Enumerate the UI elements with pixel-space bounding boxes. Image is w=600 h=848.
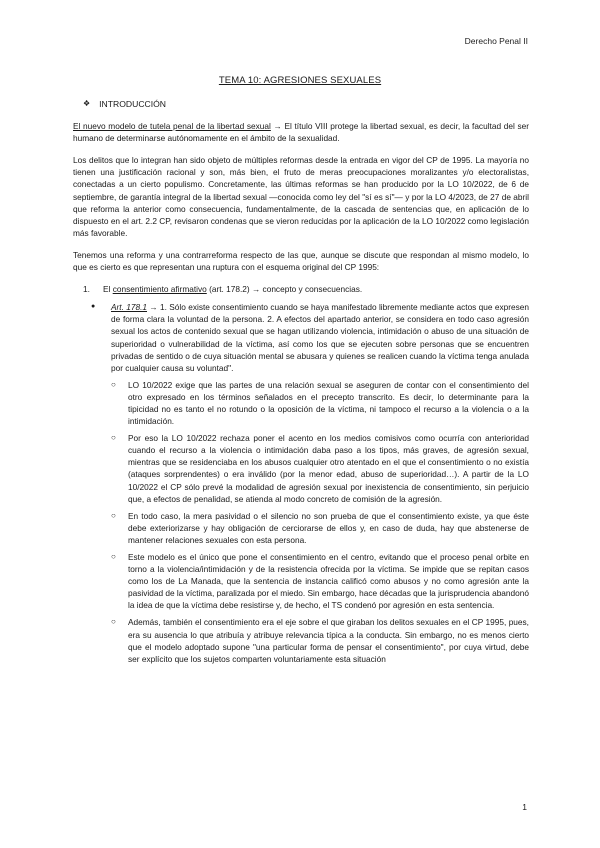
sub-item-text: En todo caso, la mera pasividad o el silencio no son prueba de que el consentimiento existe, ya que éste debe exteriorizarse y hay obligación de cerciorarse de ellos y, en caso de duda, hay que abstenerse de mantener relaciones sexuales con esta persona. [128,510,529,545]
sub-item-text: LO 10/2022 exige que las partes de una relación sexual se aseguren de contar con el consentimiento del otro expresado en los términos señalados en el precepto transcrito. Es decir, lo determinante para la tipicidad no es tanto el no rotundo o la oposición de la víctima, ni tampoco el recurso a la violencia o a la intimidación. [128,379,529,427]
sub-item-text: Por eso la LO 10/2022 rechaza poner el acento en los medios comisivos como ocurría con anterioridad cuando el recurso a la violencia o intimidación daba paso a los tipos, más graves, de agresión sexual, mientras que se residenciaba en los abusos cualquier otro atentado en el que el consentimiento o no existía (ataques sorprendentes) o era inválido (por la menor edad, abuso de superioridad…). A partir de la LO 10/2022 el CP sólo prevé la modalidad de agresión sexual por inexistencia de consentimiento, sin perjuicio que, a efectos de penalidad, se atienda al modo concreto de comisión de la agresión. [128,433,529,504]
article-reference: Art. 178.1 [111,302,148,313]
page-title: TEMA 10: AGRESIONES SEXUALES [218,75,382,86]
sub-item-text: Este modelo es el único que pone el consentimiento en el centro, evitando que el proceso penal orbite en torno a la violencia/intimidación y de la resistencia ofrecida por la víctima. Se impide que se repitan casos como los de La Manada, que la sentencia de instancia calificó como abusos y no como agresión ante la pasividad de la víctima, paralizada por el miedo. Sin embargo, hace décadas que la jurisprudencia abandonó la idea de que la víctima debe resistirse y, de hecho, el TS condenó por agresión en esta sentencia. [128,552,529,611]
sub-item [111,510,529,546]
item-number: 1. [83,284,90,295]
diamond-bullet-icon: ❖ [83,99,91,108]
bullet-item-art-178 [91,301,529,374]
numbered-item-1 [83,283,529,295]
intro-paragraph [73,120,529,144]
sub-item [111,432,529,505]
hollow-bullet-icon: ○ [111,617,116,627]
sub-item [111,616,529,664]
item-text-underlined: consentimiento afirmativo [112,284,207,295]
intro-lead-underlined: El nuevo modelo de tutela penal de la libertad sexual [73,121,271,132]
section-heading [83,98,529,110]
article-text: → 1. Sólo existe consentimiento cuando se haya manifestado libremente mediante actos que expresen de forma clara la voluntad de la persona. 2. A efectos del apartado anterior, se considera en todo caso agresión sexual los actos de contenido sexual que se hagan utilizando violencia, intimidación o abuso de una situación de superioridad o vulnerabilidad de la víctima, así como los que se ejecuten sobre personas que se encuentren privadas de sentido o de cuya situación mental se abusara y quienes se realicen cuando la víctima tenga anulada por cualquier causa su voluntad". [111,302,529,373]
bullet-text [111,301,529,374]
hollow-bullet-icon: ○ [111,552,116,561]
section-heading-text: INTRODUCCIÓN [99,99,167,109]
sub-item-text: Además, también el consentimiento era el eje sobre el que giraban los delitos sexuales en el CP 1995, pues, era su ausencia lo que atribuía y atribuye relevancia típica a la conducta. Sin embargo, no es menos cierto que el modelo adoptado supone "una particular forma de pensar el consentimiento", por cuya virtud, debe ser explícito que los sujetos comparten voluntariamente esta situación [128,617,529,664]
item-text-post: (art. 178.2) → concepto y consecuencias. [206,284,363,295]
item-text-pre: El [103,284,113,295]
hollow-bullet-icon: ○ [111,433,116,443]
hollow-bullet-icon: ○ [111,510,116,520]
page-number: 1 [522,802,527,812]
hollow-bullet-icon: ○ [111,379,116,389]
running-header: Derecho Penal II [464,36,528,46]
paragraph-reforms: Los delitos que lo integran han sido objeto de múltiples reformas desde la entrada en vigor del CP de 1995. La mayoría no tienen una justificación racional y son, más bien, el fruto de meras preocupaciones moralizantes y/o electoralistas, conectadas a un cierto populismo. Concretamente, las últimas reformas se han producido por la LO 10/2022, de 6 de septiembre, de garantía integral de la libertad sexual —conocida como ley del "sí es sí"— y por la LO 4/2023, de 27 de abril que reforma la anterior como consecuencia, fundamentalmente, de la cascada de sentencias que, en aplicación de lo dispuesto en el art. 2.2 CP, revisaron condenas que se vieron reducidas por la aplicación de la LO 10/2022 como legislación más favorable. [73,155,529,238]
sub-item [111,551,529,611]
sub-item [111,379,529,427]
filled-bullet-icon: ● [91,303,96,311]
document-body [73,98,529,670]
intro-lead-rest: → El título VIII protege la libertad sexual, es decir, la facultad del ser humano de determinarse autónomamente en el ámbito de la sexualidad. [73,121,529,144]
paragraph-counter-reform: Tenemos una reforma y una contrarreforma respecto de las que, aunque se discute que respondan al mismo modelo, lo que es cierto es que representan una ruptura con el esquema original del CP 1995: [73,249,529,273]
